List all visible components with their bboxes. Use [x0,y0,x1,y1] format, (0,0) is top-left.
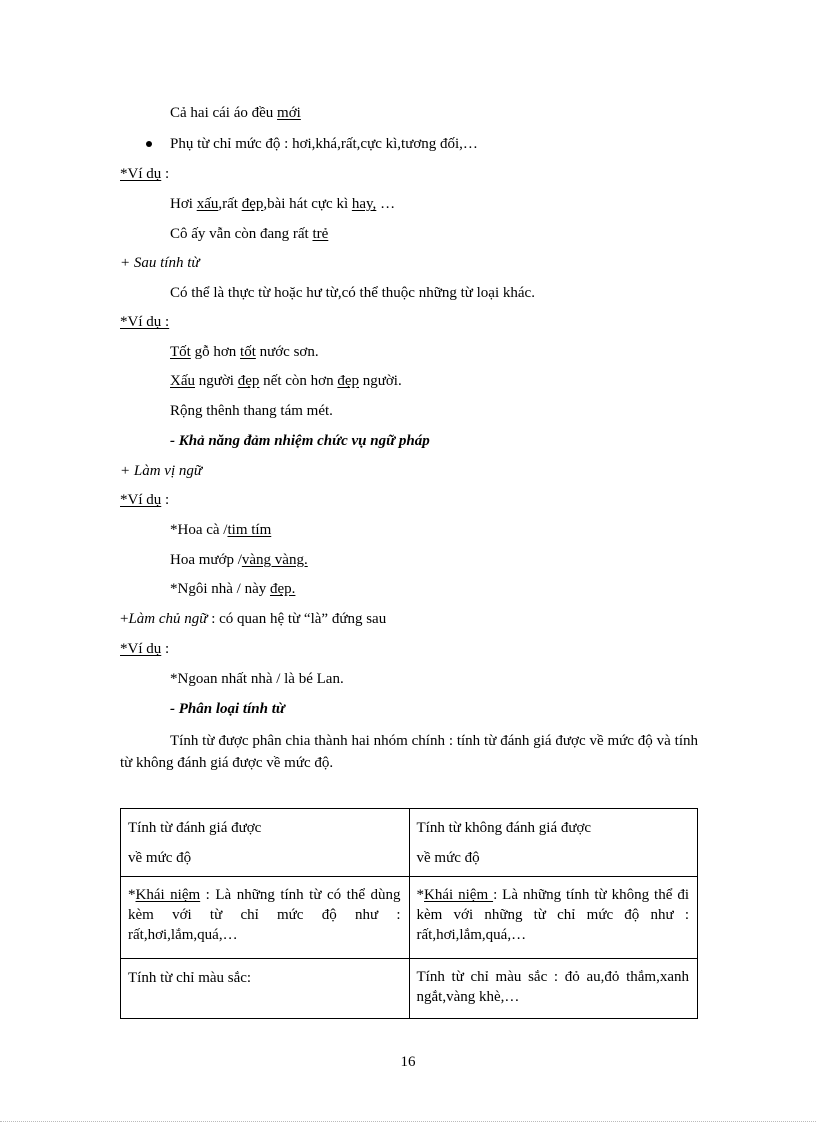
table-header-cell: Tính từ không đánh giá được về mức độ [409,809,698,877]
text-line: Rộng thênh thang tám mét. [170,403,333,419]
text-line: Xấu người đẹp nết còn hơn đẹp người. [170,373,402,389]
example-label: *Ví dụ : [120,166,170,182]
text-line: Cả hai cái áo đều mới [170,105,301,121]
example-label: *Ví dụ : [120,314,170,330]
text-line: +Làm chủ ngữ : có quan hệ từ “là” đứng sau [120,611,387,627]
paragraph: Tính từ được phân chia thành hai nhóm chính : tính từ đánh giá được về mức độ và tính từ không đánh giá được về mức độ. [120,733,698,771]
section-heading-chuc-vu: - Khả năng đảm nhiệm chức vụ ngữ pháp [170,433,430,449]
text-line: Hơi xấu,rất đẹp,bài hát cực kì hay, … [170,196,396,212]
text-line: *Hoa cà /tim tím [170,522,272,538]
subheading-sau-tinh-tu: + Sau tính từ [120,255,200,271]
table-row [121,877,698,959]
example-label: *Ví dụ : [120,641,170,657]
table-row [121,959,698,1019]
text-line: Hoa mướp /vàng vàng. [170,552,308,568]
table-row [121,809,698,877]
bullet-icon [146,141,152,147]
table-cell: Tính từ chỉ màu sắc : đỏ au,đỏ thắm,xanh ngắt,vàng khè,… [409,959,698,1019]
table-header-cell: Tính từ đánh giá được về mức độ [121,809,410,877]
subheading-lam-vi-ngu: + Làm vị ngữ [120,463,203,479]
text-line: Có thể là thực từ hoặc hư từ,có thể thuộc những từ loại khác. [170,285,535,301]
page-number: 16 [400,1054,416,1070]
text-line: *Ngôi nhà / này đẹp. [170,581,296,597]
section-heading-phan-loai: - Phân loại tính từ [170,701,285,717]
text-line: *Ngoan nhất nhà / là bé Lan. [170,671,344,687]
table-cell: *Khái niệm : Là những tính từ không thể đi kèm với những từ chỉ mức độ như : rất,hơi,lắm,quá,… [409,877,698,959]
comparison-table [120,808,698,1019]
table-cell: Tính từ chỉ màu sắc: [121,959,410,1019]
example-label: *Ví dụ : [120,492,170,508]
table-cell: *Khái niệm : Là những tính từ có thể dùng kèm với từ chỉ mức độ như : rất,hơi,lắm,quá,… [121,877,410,959]
bullet-item: Phụ từ chỉ mức độ : hơi,khá,rất,cực kì,tương đối,… [170,136,478,152]
page-edge-divider [0,1121,816,1122]
text-line: Tốt gỗ hơn tốt nước sơn. [170,344,319,360]
text-line: Cô ấy vẫn còn đang rất trẻ [170,226,329,242]
